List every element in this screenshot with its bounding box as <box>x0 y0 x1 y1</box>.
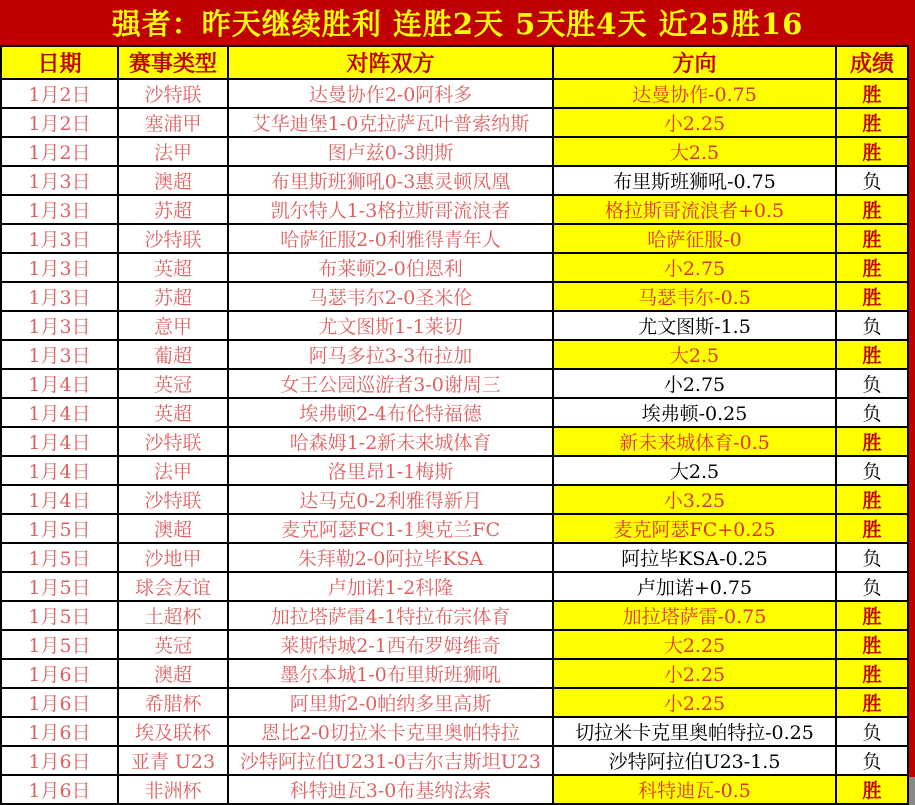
cell-direction: 麦克阿瑟FC+0.25 <box>553 514 836 543</box>
results-table-body <box>1 79 908 804</box>
cell-match: 莱斯特城2-1西布罗姆维奇 <box>228 630 553 659</box>
banner-title: 强者：昨天继续胜利 连胜2天 5天胜4天 近25胜16 <box>111 7 804 41</box>
cell-match: 图卢兹0-3朗斯 <box>228 137 553 166</box>
cell-result: 负 <box>836 717 908 746</box>
table-row <box>1 543 908 572</box>
cell-league: 沙地甲 <box>118 543 228 572</box>
cell-date: 1月4日 <box>1 398 118 427</box>
cell-date: 1月5日 <box>1 572 118 601</box>
cell-league: 意甲 <box>118 311 228 340</box>
cell-date: 1月6日 <box>1 659 118 688</box>
cell-date: 1月4日 <box>1 456 118 485</box>
cell-date: 1月4日 <box>1 427 118 456</box>
table-row <box>1 398 908 427</box>
cell-match: 女王公园巡游者3-0谢周三 <box>228 369 553 398</box>
cell-match: 布里斯班狮吼0-3惠灵顿凤凰 <box>228 166 553 195</box>
cell-result: 胜 <box>836 514 908 543</box>
cell-league: 沙特联 <box>118 224 228 253</box>
header-direction: 方向 <box>553 46 836 79</box>
cell-date: 1月3日 <box>1 195 118 224</box>
cell-match: 恩比2-0切拉米卡克里奥帕特拉 <box>228 717 553 746</box>
cell-date: 1月3日 <box>1 311 118 340</box>
table-row <box>1 340 908 369</box>
cell-result: 胜 <box>836 427 908 456</box>
header-row <box>1 46 908 79</box>
cell-direction: 布里斯班狮吼-0.75 <box>553 166 836 195</box>
cell-date: 1月5日 <box>1 601 118 630</box>
cell-direction: 大2.5 <box>553 456 836 485</box>
table-row <box>1 514 908 543</box>
cell-result: 胜 <box>836 775 908 804</box>
cell-match: 墨尔本城1-0布里斯班狮吼 <box>228 659 553 688</box>
header-league: 赛事类型 <box>118 46 228 79</box>
cell-result: 负 <box>836 398 908 427</box>
cell-date: 1月2日 <box>1 79 118 108</box>
cell-direction: 达曼协作-0.75 <box>553 79 836 108</box>
cell-direction: 卢加诺+0.75 <box>553 572 836 601</box>
cell-result: 负 <box>836 166 908 195</box>
cell-match: 阿马多拉3-3布拉加 <box>228 340 553 369</box>
table-row <box>1 485 908 514</box>
cell-direction: 小2.25 <box>553 688 836 717</box>
cell-match: 科特迪瓦3-0布基纳法索 <box>228 775 553 804</box>
cell-date: 1月3日 <box>1 253 118 282</box>
table-row <box>1 224 908 253</box>
cell-direction: 小2.25 <box>553 659 836 688</box>
cell-direction: 尤文图斯-1.5 <box>553 311 836 340</box>
table-row <box>1 79 908 108</box>
cell-match: 麦克阿瑟FC1-1奥克兰FC <box>228 514 553 543</box>
cell-date: 1月6日 <box>1 746 118 775</box>
cell-league: 苏超 <box>118 195 228 224</box>
cell-league: 英超 <box>118 398 228 427</box>
table-row <box>1 195 908 224</box>
table-row <box>1 166 908 195</box>
cell-match: 凯尔特人1-3格拉斯哥流浪者 <box>228 195 553 224</box>
cell-result: 胜 <box>836 79 908 108</box>
cell-league: 非洲杯 <box>118 775 228 804</box>
table-row <box>1 369 908 398</box>
table-row <box>1 717 908 746</box>
cell-direction: 大2.25 <box>553 630 836 659</box>
cell-result: 胜 <box>836 340 908 369</box>
cell-direction: 哈萨征服-0 <box>553 224 836 253</box>
table-row <box>1 572 908 601</box>
cell-league: 澳超 <box>118 659 228 688</box>
table-row <box>1 746 908 775</box>
table-row <box>1 137 908 166</box>
table-row <box>1 311 908 340</box>
cell-date: 1月3日 <box>1 166 118 195</box>
cell-direction: 马瑟韦尔-0.5 <box>553 282 836 311</box>
cell-direction: 加拉塔萨雷-0.75 <box>553 601 836 630</box>
cell-result: 胜 <box>836 253 908 282</box>
cell-match: 洛里昂1-1梅斯 <box>228 456 553 485</box>
cell-league: 澳超 <box>118 166 228 195</box>
cell-direction: 小2.25 <box>553 108 836 137</box>
table-row <box>1 108 908 137</box>
cell-league: 球会友谊 <box>118 572 228 601</box>
cell-date: 1月5日 <box>1 630 118 659</box>
cell-date: 1月4日 <box>1 485 118 514</box>
cell-direction: 沙特阿拉伯U23-1.5 <box>553 746 836 775</box>
cell-result: 胜 <box>836 601 908 630</box>
cell-result: 负 <box>836 456 908 485</box>
cell-league: 希腊杯 <box>118 688 228 717</box>
cell-direction: 埃弗顿-0.25 <box>553 398 836 427</box>
cell-league: 法甲 <box>118 137 228 166</box>
cell-match: 达曼协作2-0阿科多 <box>228 79 553 108</box>
cell-date: 1月5日 <box>1 514 118 543</box>
cell-league: 塞浦甲 <box>118 108 228 137</box>
cell-date: 1月4日 <box>1 369 118 398</box>
cell-result: 负 <box>836 543 908 572</box>
cell-direction: 大2.5 <box>553 340 836 369</box>
cell-result: 胜 <box>836 282 908 311</box>
table-row <box>1 775 908 804</box>
cell-match: 布莱顿2-0伯恩利 <box>228 253 553 282</box>
cell-result: 负 <box>836 572 908 601</box>
cell-match: 马瑟韦尔2-0圣米伦 <box>228 282 553 311</box>
cell-date: 1月2日 <box>1 108 118 137</box>
cell-league: 沙特联 <box>118 79 228 108</box>
cell-result: 负 <box>836 746 908 775</box>
cell-date: 1月3日 <box>1 282 118 311</box>
cell-match: 卢加诺1-2科隆 <box>228 572 553 601</box>
table-row <box>1 688 908 717</box>
cell-league: 英冠 <box>118 369 228 398</box>
cell-date: 1月3日 <box>1 340 118 369</box>
cell-league: 英超 <box>118 253 228 282</box>
cell-league: 沙特联 <box>118 485 228 514</box>
cell-league: 土超杯 <box>118 601 228 630</box>
cell-result: 胜 <box>836 108 908 137</box>
cell-date: 1月3日 <box>1 224 118 253</box>
cell-direction: 阿拉毕KSA-0.25 <box>553 543 836 572</box>
cell-direction: 切拉米卡克里奥帕特拉-0.25 <box>553 717 836 746</box>
cell-match: 达马克0-2利雅得新月 <box>228 485 553 514</box>
table-row <box>1 601 908 630</box>
cell-match: 哈森姆1-2新未来城体育 <box>228 427 553 456</box>
cell-result: 胜 <box>836 659 908 688</box>
cell-league: 法甲 <box>118 456 228 485</box>
cell-match: 哈萨征服2-0利雅得青年人 <box>228 224 553 253</box>
cell-match: 埃弗顿2-4布伦特福德 <box>228 398 553 427</box>
cell-league: 埃及联杯 <box>118 717 228 746</box>
cell-result: 胜 <box>836 630 908 659</box>
cell-match: 阿里斯2-0帕纳多里高斯 <box>228 688 553 717</box>
table-row <box>1 282 908 311</box>
cell-date: 1月2日 <box>1 137 118 166</box>
cell-match: 朱拜勒2-0阿拉毕KSA <box>228 543 553 572</box>
cell-match: 加拉塔萨雷4-1特拉布宗体育 <box>228 601 553 630</box>
table-row <box>1 253 908 282</box>
cell-date: 1月6日 <box>1 775 118 804</box>
cell-direction: 小3.25 <box>553 485 836 514</box>
cell-league: 澳超 <box>118 514 228 543</box>
cell-result: 胜 <box>836 485 908 514</box>
results-table-header <box>1 46 908 79</box>
cell-direction: 大2.5 <box>553 137 836 166</box>
cell-league: 葡超 <box>118 340 228 369</box>
cell-league: 苏超 <box>118 282 228 311</box>
cell-direction: 格拉斯哥流浪者+0.5 <box>553 195 836 224</box>
cell-date: 1月6日 <box>1 717 118 746</box>
table-row <box>1 630 908 659</box>
results-table <box>0 45 909 805</box>
cell-league: 亚青 U23 <box>118 746 228 775</box>
cell-result: 胜 <box>836 688 908 717</box>
cell-date: 1月6日 <box>1 688 118 717</box>
cell-direction: 科特迪瓦-0.5 <box>553 775 836 804</box>
cell-match: 艾华迪堡1-0克拉萨瓦叶普索纳斯 <box>228 108 553 137</box>
cell-match: 尤文图斯1-1莱切 <box>228 311 553 340</box>
cell-league: 英冠 <box>118 630 228 659</box>
cell-result: 负 <box>836 311 908 340</box>
table-row <box>1 659 908 688</box>
cell-result: 胜 <box>836 195 908 224</box>
cell-direction: 小2.75 <box>553 253 836 282</box>
cell-result: 负 <box>836 369 908 398</box>
cell-date: 1月5日 <box>1 543 118 572</box>
cell-direction: 新未来城体育-0.5 <box>553 427 836 456</box>
cell-result: 胜 <box>836 224 908 253</box>
cell-result: 胜 <box>836 137 908 166</box>
cell-league: 沙特联 <box>118 427 228 456</box>
table-row <box>1 427 908 456</box>
cell-match: 沙特阿拉伯U231-0吉尔吉斯坦U23 <box>228 746 553 775</box>
cell-direction: 小2.75 <box>553 369 836 398</box>
header-match: 对阵双方 <box>228 46 553 79</box>
header-date: 日期 <box>1 46 118 79</box>
table-row <box>1 456 908 485</box>
header-result: 成绩 <box>836 46 908 79</box>
